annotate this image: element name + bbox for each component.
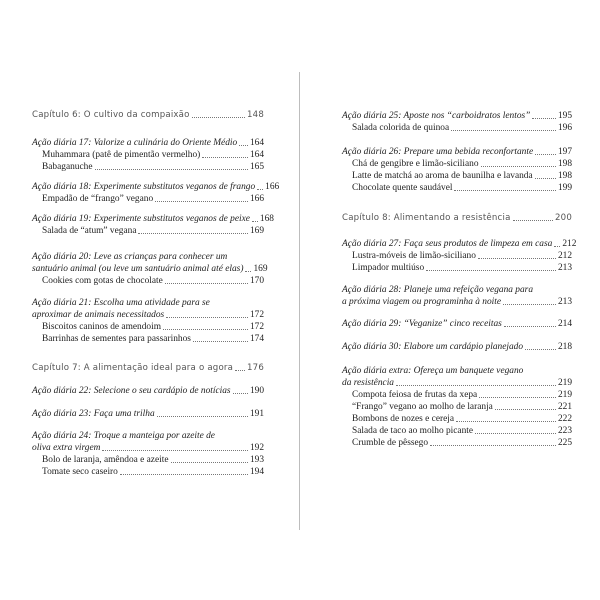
- toc-entry[interactable]: Tomate seco caseiro 194: [42, 467, 264, 477]
- toc-entry[interactable]: Ação diária 17: Valorize a culinária do Oriente Médio 164: [32, 138, 264, 148]
- toc-entry-line: Ação diária 20: Leve as crianças para conhecer um: [32, 252, 228, 262]
- toc-entry[interactable]: Bombons de nozes e cereja 222: [352, 414, 572, 424]
- toc-entry-line: Ação diária 24: Troque a manteiga por azeite de: [32, 431, 215, 441]
- toc-entry[interactable]: Biscoitos caninos de amendoim 172: [42, 322, 264, 332]
- toc-entry[interactable]: a próxima viagem ou programinha à noite 213: [342, 297, 572, 307]
- toc-entry[interactable]: Compota feiosa de frutas da xepa 219: [352, 390, 572, 400]
- toc-entry[interactable]: Ação diária 26: Prepare uma bebida reconfortante 197: [342, 147, 572, 157]
- toc-entry[interactable]: Limpador multiúso 213: [352, 263, 572, 273]
- toc-entry[interactable]: santuário animal (ou leve um santuário animal até elas) 169: [32, 264, 268, 274]
- toc-entry[interactable]: “Frango” vegano ao molho de laranja 221: [352, 402, 572, 412]
- toc-entry[interactable]: Ação diária 27: Faça seus produtos de limpeza em casa 212: [342, 239, 577, 249]
- toc-entry[interactable]: oliva extra virgem 192: [32, 443, 264, 453]
- toc-entry[interactable]: Salada de “atum” vegana 169: [42, 226, 264, 236]
- toc-entry[interactable]: Bolo de laranja, amêndoa e azeite 193: [42, 455, 264, 465]
- toc-entry[interactable]: Empadão de “frango” vegano 166: [42, 194, 264, 204]
- page-gutter: [299, 72, 300, 530]
- toc-entry[interactable]: Ação diária 25: Aposte nos “carboidratos lentos” 195: [342, 111, 572, 121]
- toc-entry[interactable]: Latte de matchá ao aroma de baunilha e lavanda 198: [352, 171, 572, 181]
- toc-entry[interactable]: Capítulo 8: Alimentando a resistência 200: [342, 213, 572, 223]
- toc-entry-line: Ação diária 28: Planeje uma refeição vegana para: [342, 285, 534, 295]
- toc-entry[interactable]: Ação diária 23: Faça uma trilha 191: [32, 409, 264, 419]
- toc-entry[interactable]: Crumble de pêssego 225: [352, 438, 572, 448]
- toc-entry-line: Ação diária 21: Escolha uma atividade para se: [32, 298, 210, 308]
- toc-entry[interactable]: Barrinhas de sementes para passarinhos 174: [42, 334, 264, 344]
- toc-entry[interactable]: Babaganuche 165: [42, 162, 264, 172]
- toc-entry[interactable]: Ação diária 22: Selecione o seu cardápio de notícias 190: [32, 386, 264, 396]
- toc-entry[interactable]: aproximar de animais necessitados 172: [32, 310, 264, 320]
- toc-entry[interactable]: da resistência 219: [342, 378, 572, 388]
- toc-entry[interactable]: Ação diária 30: Elabore um cardápio planejado 218: [342, 342, 572, 352]
- toc-entry[interactable]: Capítulo 7: A alimentação ideal para o agora 176: [32, 363, 264, 373]
- toc-entry[interactable]: Muhammara (patê de pimentão vermelho) 164: [42, 150, 264, 160]
- toc-entry-line: Ação diária extra: Ofereça um banquete vegano: [342, 366, 524, 376]
- toc-entry[interactable]: Ação diária 18: Experimente substitutos veganos de frango 166: [32, 182, 280, 192]
- toc-entry[interactable]: Salada de taco ao molho picante 223: [352, 426, 572, 436]
- toc-entry[interactable]: Lustra-móveis de limão-siciliano 212: [352, 251, 572, 261]
- toc-entry[interactable]: Chocolate quente saudável 199: [352, 183, 572, 193]
- toc-entry[interactable]: Salada colorida de quinoa 196: [352, 123, 572, 133]
- toc-entry[interactable]: Ação diária 29: “Veganize” cinco receitas 214: [342, 319, 572, 329]
- toc-entry[interactable]: Cookies com gotas de chocolate 170: [42, 276, 264, 286]
- toc-entry[interactable]: Ação diária 19: Experimente substitutos veganos de peixe 168: [32, 214, 274, 224]
- toc-entry[interactable]: Chá de gengibre e limão-siciliano 198: [352, 159, 572, 169]
- toc-entry[interactable]: Capítulo 6: O cultivo da compaixão 148: [32, 110, 264, 120]
